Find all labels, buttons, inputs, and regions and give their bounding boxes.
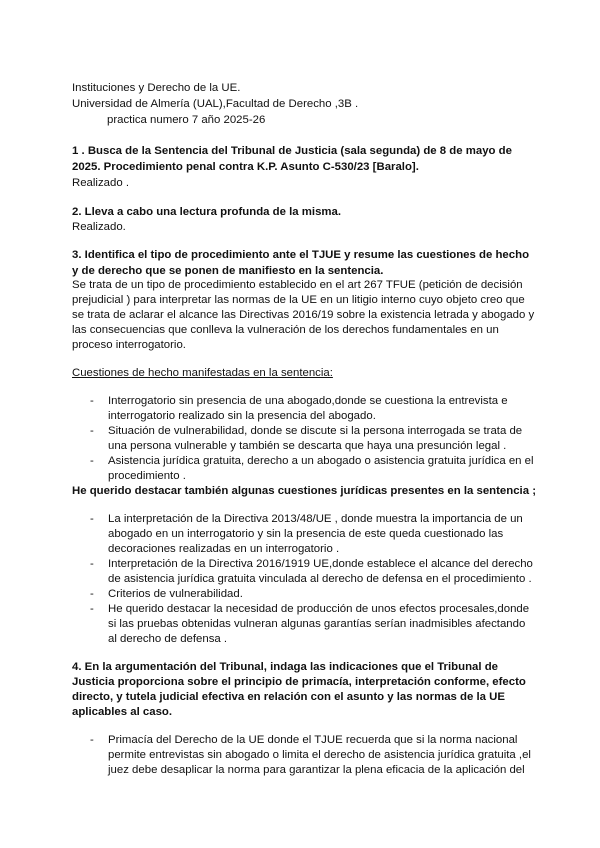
- hechos-heading: Cuestiones de hecho manifestadas en la sentencia:: [72, 367, 333, 379]
- list-item: juez debe desaplicar la norma para garantizar la plena eficacia de la aplicación del: [108, 764, 525, 776]
- q2-answer: Realizado.: [72, 221, 126, 233]
- bullet-dash: -: [90, 734, 94, 746]
- q1-answer: Realizado .: [72, 177, 129, 189]
- list-item: decoraciones realizadas en un interrogatorio .: [108, 543, 340, 555]
- list-item: La interpretación de la Directiva 2013/48/UE , donde muestra la importancia de un: [108, 513, 523, 525]
- list-item: Asistencia jurídica gratuita, derecho a un abogado o asistencia gratuita jurídica en el: [108, 455, 534, 467]
- q1-title: 2025. Procedimiento penal contra K.P. Asunto C-530/23 [Baralo].: [72, 161, 419, 173]
- q4-title: Justicia proporciona sobre el principio de primacía, interpretación conforme, efecto: [72, 676, 526, 688]
- bullet-dash: -: [90, 603, 94, 615]
- q4-title: aplicables al caso.: [72, 706, 173, 718]
- bullet-dash: -: [90, 513, 94, 525]
- list-item: Interpretación de la Directiva 2016/1919 UE,donde establece el alcance del derecho: [108, 558, 533, 570]
- bullet-dash: -: [90, 588, 94, 600]
- bullet-dash: -: [90, 395, 94, 407]
- list-item: Criterios de vulnerabilidad.: [108, 588, 243, 600]
- q4-title: directo, y tutela judicial efectiva en relación con el asunto y las normas de la UE: [72, 691, 505, 703]
- q3-paragraph-line: Se trata de un tipo de procedimiento establecido en el art 267 TFUE (petición de decisión: [72, 279, 523, 291]
- q3-paragraph-line: proceso interrogatorio.: [72, 339, 186, 351]
- list-item: Primacía del Derecho de la UE donde el TJUE recuerda que si la norma nacional: [108, 734, 518, 746]
- juridicas-heading: He querido destacar también algunas cuestiones jurídicas presentes en la sentencia ;: [72, 485, 537, 497]
- list-item: Situación de vulnerabilidad, donde se discute si la persona interrogada se trata de: [108, 425, 523, 437]
- q3-title: y de derecho que se ponen de manifiesto en la sentencia.: [72, 265, 384, 277]
- list-item: si las pruebas obtenidas vulneran algunas garantías serían inadmisibles afectando: [108, 618, 526, 630]
- list-item: interrogatorio realizado sin la presencia del abogado.: [108, 410, 376, 422]
- header-course: Instituciones y Derecho de la UE.: [72, 82, 241, 94]
- q3-paragraph-line: se trata de aclarar el alcance las Directivas 2016/19 sobre la existencia letrada y abogado y: [72, 309, 535, 321]
- bullet-dash: -: [90, 558, 94, 570]
- list-item: permite entrevistas sin abogado o limita el derecho de asistencia jurídica gratuita ,el: [108, 749, 531, 761]
- q3-paragraph-line: prejudicial ) para interpretar las normas de la UE en un litigio interno cuyo objeto creo que: [72, 294, 525, 306]
- q2-title: 2. Lleva a cabo una lectura profunda de la misma.: [72, 206, 342, 218]
- list-item: al derecho de defensa .: [108, 633, 228, 645]
- list-item: He querido destacar la necesidad de producción de unos efectos procesales,donde: [108, 603, 530, 615]
- list-item: de asistencia jurídica gratuita vinculada al derecho de defensa en el procedimiento .: [108, 573, 532, 585]
- header-practice: practica numero 7 año 2025-26: [107, 114, 266, 126]
- q3-title: 3. Identifica el tipo de procedimiento ante el TJUE y resume las cuestiones de hecho: [72, 249, 530, 261]
- list-item: abogado en un interrogatorio y sin la presencia de este queda cuestionado las: [108, 528, 504, 540]
- header-university: Universidad de Almería (UAL),Facultad de Derecho ,3B .: [72, 98, 359, 110]
- list-item: Interrogatorio sin presencia de una abogado,donde se cuestiona la entrevista e: [108, 395, 508, 407]
- q3-paragraph-line: las consecuencias que conlleva la vulneración de los derechos fundamentales en un: [72, 324, 499, 336]
- list-item: procedimiento .: [108, 470, 186, 482]
- q1-title: 1 . Busca de la Sentencia del Tribunal de Justicia (sala segunda) de 8 de mayo de: [72, 145, 512, 157]
- list-item: una persona vulnerable y también se descarta que haya una presunción legal .: [108, 440, 507, 452]
- bullet-dash: -: [90, 425, 94, 437]
- bullet-dash: -: [90, 455, 94, 467]
- q4-title: 4. En la argumentación del Tribunal, indaga las indicaciones que el Tribunal de: [72, 661, 498, 673]
